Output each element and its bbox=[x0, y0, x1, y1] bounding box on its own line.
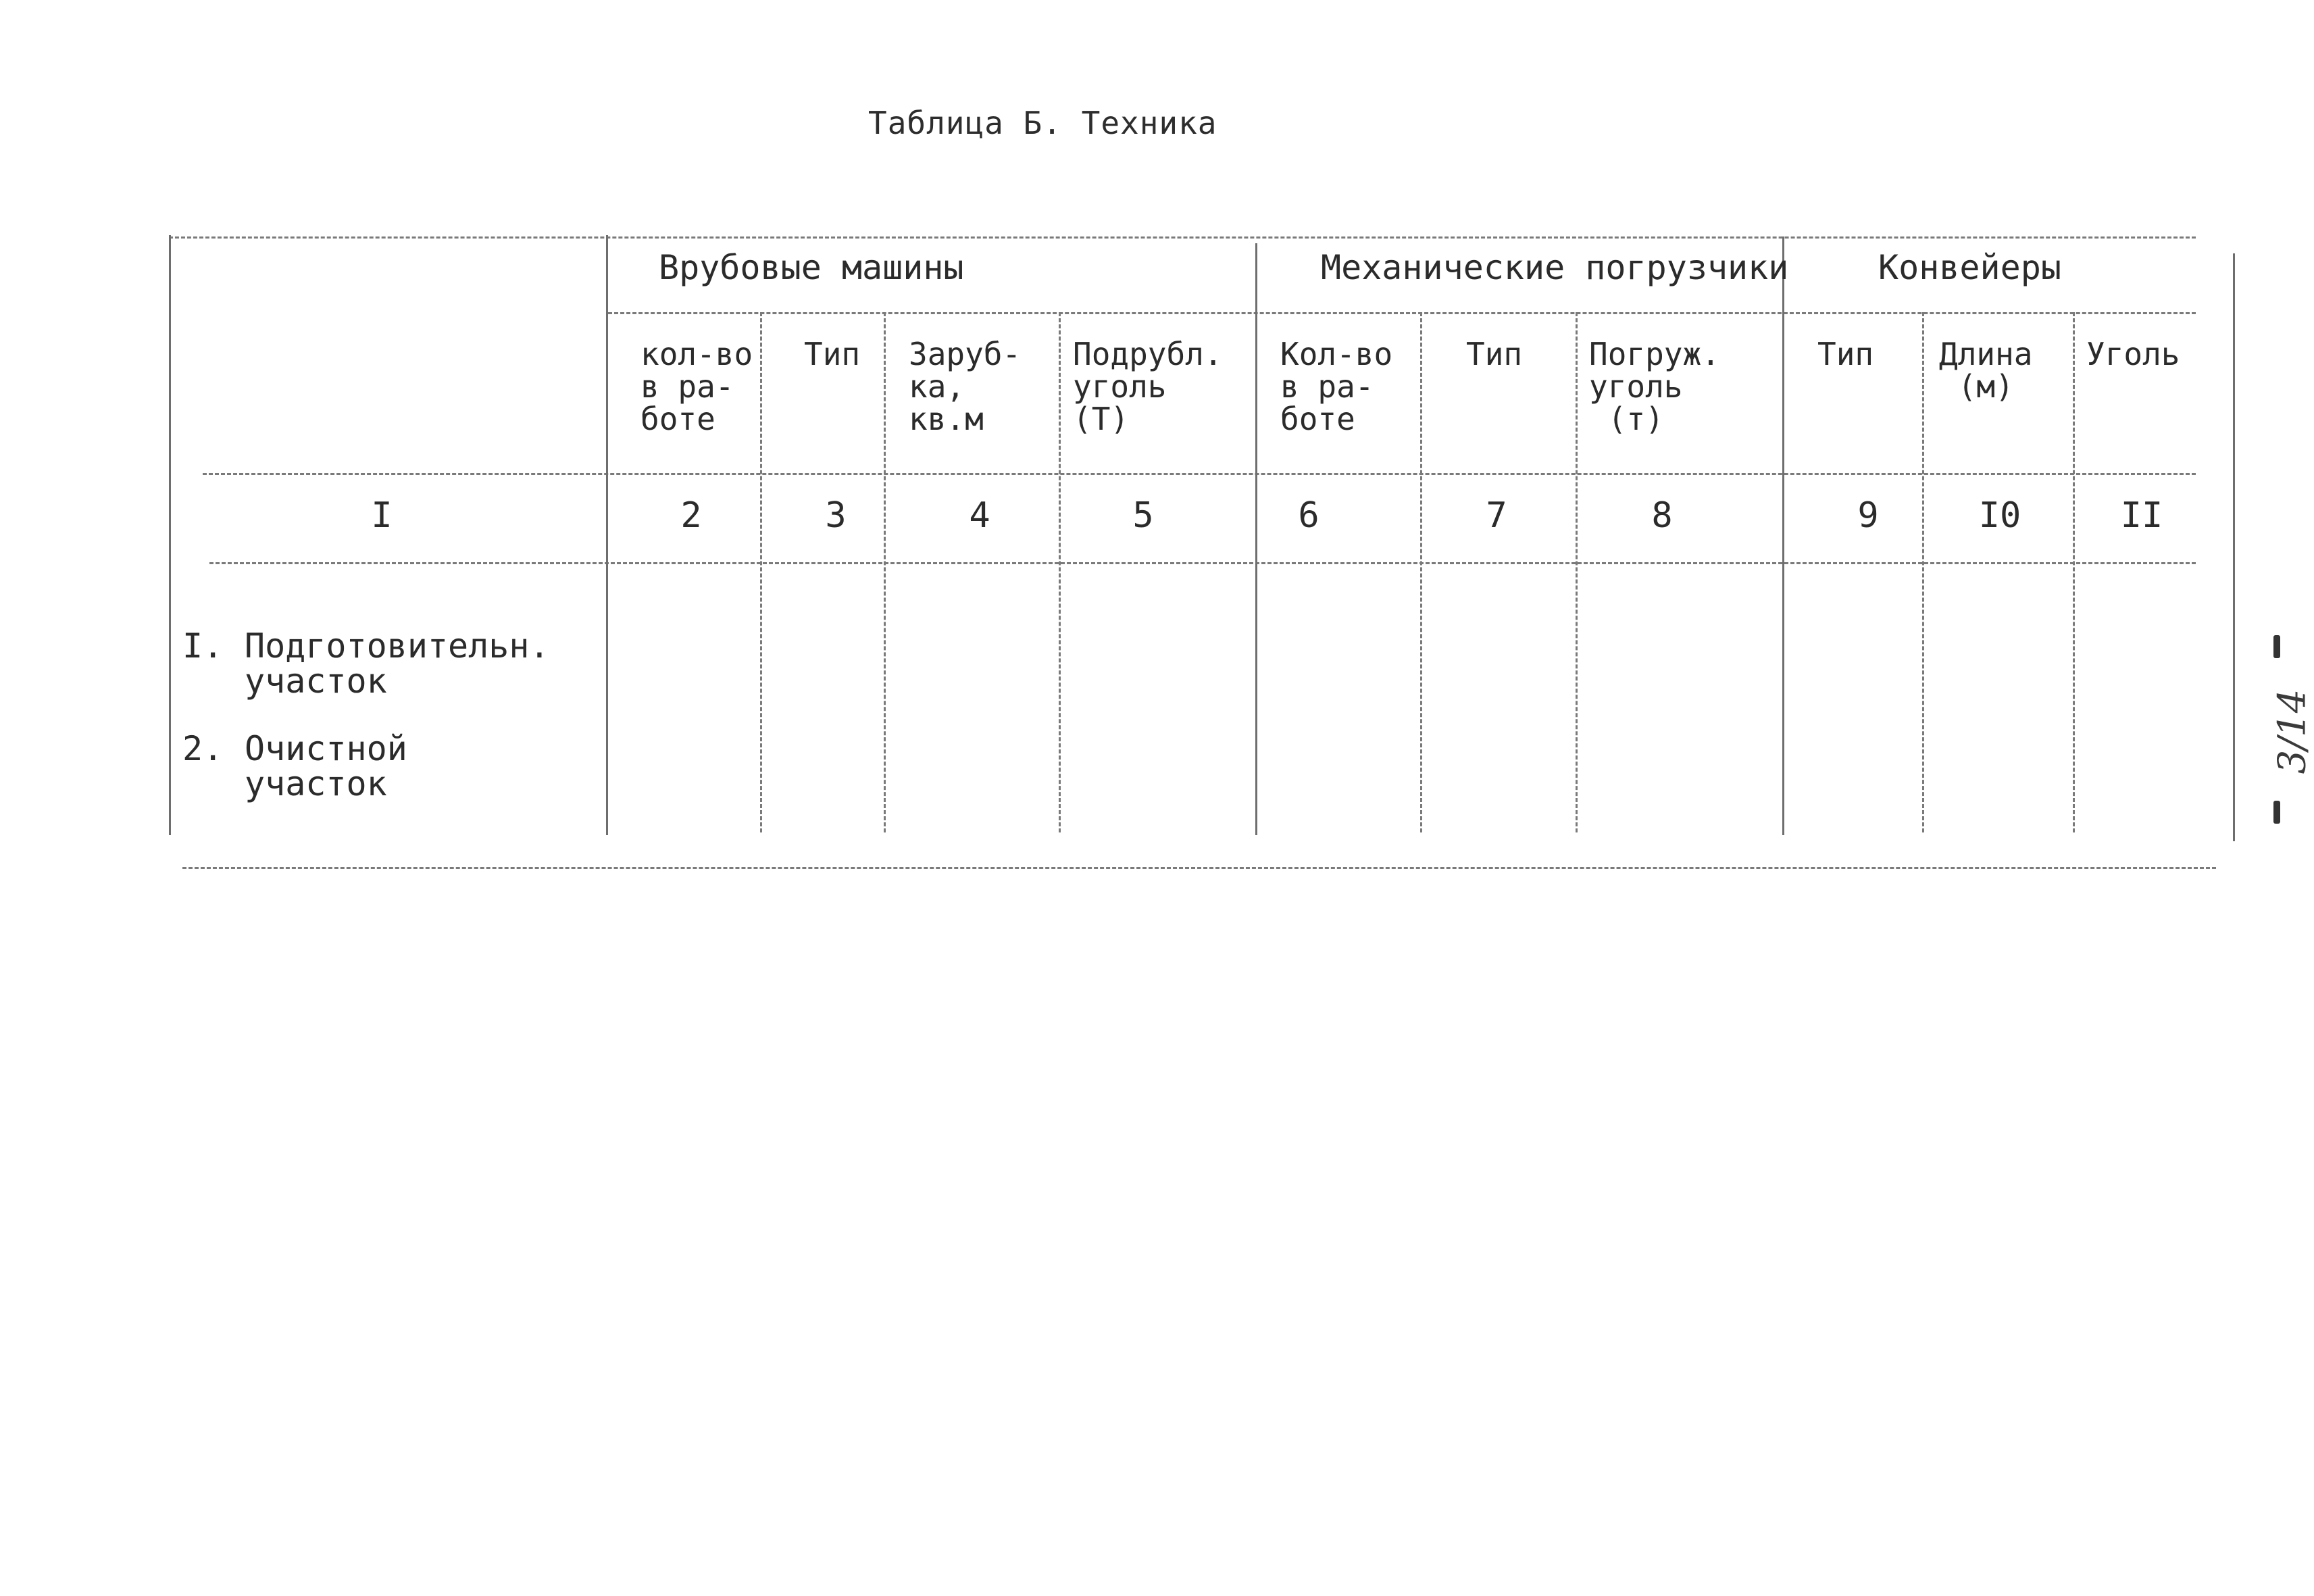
document-title: Таблица Б. Техника bbox=[868, 105, 1217, 141]
col-divider-8 bbox=[1782, 236, 1784, 835]
col-divider-9 bbox=[1922, 312, 1924, 832]
margin-mark-top bbox=[2273, 635, 2280, 658]
col-header-9: Тип bbox=[1817, 336, 1874, 372]
col-header-7: Тип bbox=[1466, 336, 1523, 372]
col-number-1: I bbox=[371, 495, 393, 536]
col-number-11: II bbox=[2120, 495, 2163, 536]
table-left-border bbox=[169, 235, 171, 835]
col-number-2: 2 bbox=[680, 495, 702, 536]
handwritten-page-note: 3/14 bbox=[2270, 689, 2314, 774]
table-right-border bbox=[2233, 253, 2235, 841]
col-number-4: 4 bbox=[969, 495, 990, 536]
col-header-8: Погруж. уголь (т) bbox=[1589, 336, 1720, 437]
col-number-5: 5 bbox=[1132, 495, 1154, 536]
table-bottom-border bbox=[182, 867, 2216, 869]
group-header-cutting-machines: Врубовые машины bbox=[659, 248, 964, 287]
col-header-6: Кол-во в ра- боте bbox=[1280, 336, 1393, 437]
col-header-4: Заруб- ка, кв.м bbox=[909, 336, 1022, 437]
col-number-3: 3 bbox=[825, 495, 847, 536]
margin-mark-bottom bbox=[2273, 801, 2280, 824]
col-divider-2 bbox=[760, 312, 762, 832]
col-header-3: Тип bbox=[804, 336, 861, 372]
col-divider-1 bbox=[606, 235, 608, 835]
col-divider-7 bbox=[1576, 312, 1578, 832]
col-header-11: Уголь bbox=[2086, 336, 2180, 372]
col-number-9: 9 bbox=[1857, 495, 1879, 536]
col-header-10: Длина (м) bbox=[1939, 336, 2033, 405]
col-number-6: 6 bbox=[1298, 495, 1319, 536]
col-header-5: Подрубл. уголь (Т) bbox=[1073, 336, 1223, 437]
col-divider-3 bbox=[884, 312, 886, 832]
group-header-conveyors: Конвейеры bbox=[1878, 248, 2061, 287]
row-number: I. bbox=[182, 626, 224, 666]
header-bottom-line bbox=[203, 473, 2196, 475]
group-divider-line bbox=[608, 312, 2196, 314]
col-divider-10 bbox=[2073, 312, 2075, 832]
row-label: Очистной участок bbox=[245, 729, 407, 803]
row-label: Подготовительн. участок bbox=[245, 626, 550, 701]
col-header-2: кол-во в ра- боте bbox=[640, 336, 753, 437]
number-row-bottom-line bbox=[209, 562, 2196, 564]
group-header-mechanical-loaders: Механические погрузчики bbox=[1321, 248, 1789, 287]
col-number-8: 8 bbox=[1651, 495, 1673, 536]
col-divider-6 bbox=[1420, 312, 1422, 832]
col-divider-4 bbox=[1059, 312, 1061, 832]
col-divider-5 bbox=[1255, 243, 1257, 835]
table-top-border bbox=[169, 236, 2196, 239]
row-number: 2. bbox=[182, 729, 224, 768]
col-number-7: 7 bbox=[1486, 495, 1507, 536]
col-number-10: I0 bbox=[1978, 495, 2021, 536]
